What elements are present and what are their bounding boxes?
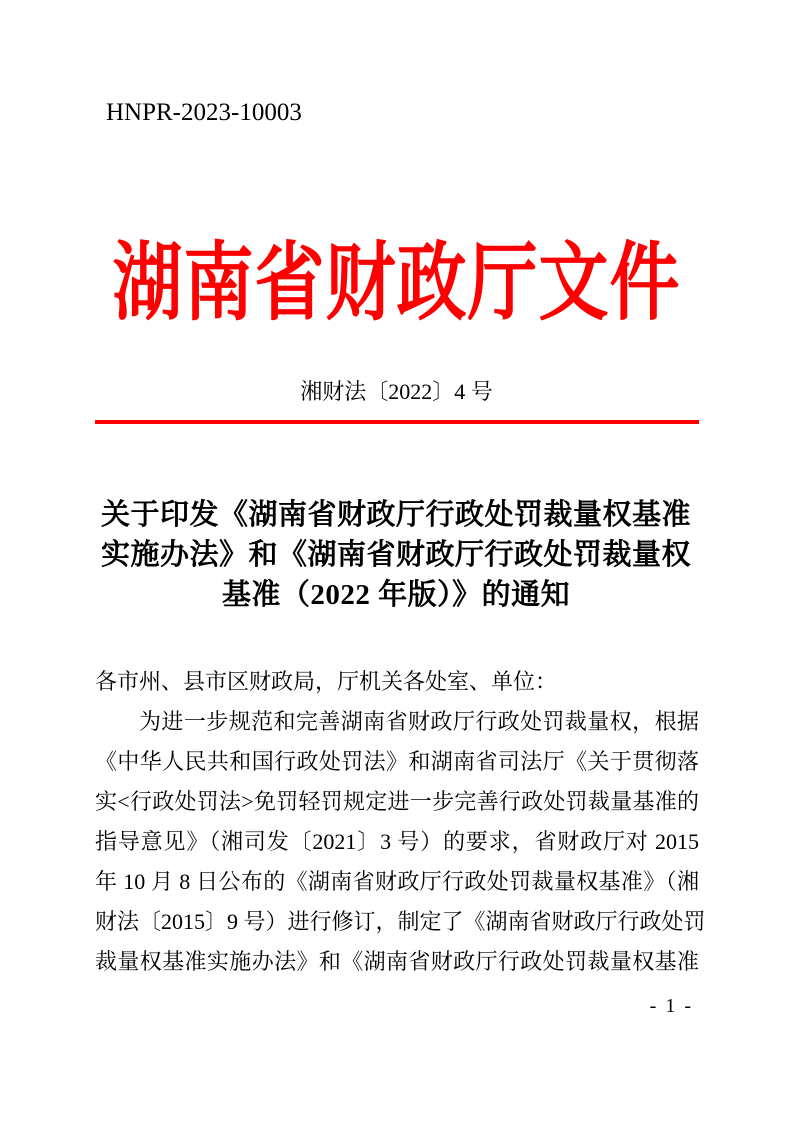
page-number: - 1 -	[649, 995, 693, 1017]
notice-body	[95, 662, 706, 982]
body-line: 指导意见》（湘司发〔2021〕3 号）的要求，省财政厅对 2015	[95, 829, 699, 854]
body-salutation: 各市州、县市区财政局，厅机关各处室、单位：	[95, 669, 558, 694]
notice-title-line-2: 实施办法》和《湖南省财政厅行政处罚裁量权	[100, 539, 691, 571]
document-number: 湘财法〔2022〕4 号	[300, 379, 493, 404]
notice-title-line-3: 基准（2022 年版）》的通知	[221, 579, 571, 611]
body-line: 财法〔2015〕9 号）进行修订，制定了《湖南省财政厅行政处罚	[95, 909, 706, 934]
body-line: 《中华人民共和国行政处罚法》和湖南省司法厅《关于贯彻落	[95, 749, 699, 774]
body-line: 为进一步规范和完善湖南省财政厅行政处罚裁量权，根据	[139, 709, 699, 734]
issuer-banner-title: 湖南省财政厅文件	[112, 237, 681, 332]
body-line: 年 10 月 8 日公布的《湖南省财政厅行政处罚裁量权基准》（湘	[95, 869, 699, 894]
body-line: 裁量权基准实施办法》和《湖南省财政厅行政处罚裁量权基准	[95, 949, 699, 974]
regulation-reference-code: HNPR-2023-10003	[106, 99, 302, 126]
notice-title	[56, 495, 736, 615]
body-line: 实<行政处罚法>免罚轻罚规定进一步完善行政处罚裁量基准的	[95, 789, 699, 814]
notice-title-line-1: 关于印发《湖南省财政厅行政处罚裁量权基准	[100, 499, 691, 531]
red-divider-rule	[95, 420, 699, 424]
